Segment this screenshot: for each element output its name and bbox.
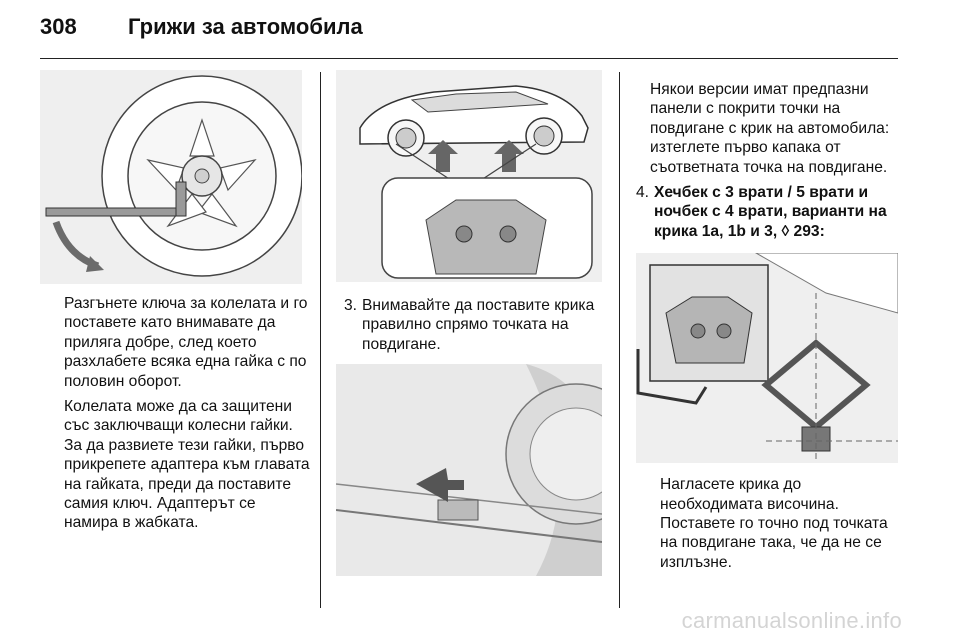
page-number: 308: [40, 14, 77, 39]
column-divider-1: [320, 72, 321, 608]
instruction-paragraph-1: Разгънете ключа за колелата и го поставете като внимавате да приляга добре, след което разхлабете всяка една гайка с по половин оборот.: [64, 295, 308, 390]
column-3: [636, 70, 906, 578]
chapter-title: Грижи за автомобила: [128, 14, 363, 39]
column-divider-2: [619, 72, 620, 608]
instruction-paragraph-2: Колелата може да са защитени със заключващи колесни гайки. За да развиете тези гайки, първо прикрепете адаптера към главата на гайката, преди да поставите самия ключ. Адаптерът се намира в жабката.: [64, 398, 310, 532]
step-3: [344, 296, 606, 354]
page-header: [40, 14, 363, 54]
car-jack-point-illustration: [336, 70, 602, 282]
sill-cover-illustration: [336, 364, 602, 576]
step-3-number: 3.: [344, 297, 358, 314]
column-1: [40, 70, 310, 539]
watermark: carmanualsonline.info: [681, 608, 902, 633]
step-4-text: Хечбек с 3 врати / 5 врати и ночбек с 4 врати, варианти на крика 1а, 1b и 3, ◊ 293:: [654, 184, 887, 240]
step-4: [636, 183, 906, 241]
cover-info-paragraph: Някои версии имат предпазни панели с покрити точки на повдигане с крик на автомобила: изтеглете първо капака от съответната точка на повдигане.: [650, 81, 890, 176]
jack-height-paragraph: Нагласете крика до необходимата височина. Поставете го точно под точката на повдигане така, че да не се изплъзне.: [660, 476, 888, 571]
step-4-number: 4.: [636, 184, 650, 202]
column-2: [336, 70, 606, 576]
jack-placement-illustration: [636, 253, 898, 463]
step-3-text: Внимавайте да поставите крика правилно спрямо точката на повдигане.: [362, 297, 595, 353]
wheel-wrench-illustration: [40, 70, 302, 284]
header-rule: [40, 58, 898, 59]
